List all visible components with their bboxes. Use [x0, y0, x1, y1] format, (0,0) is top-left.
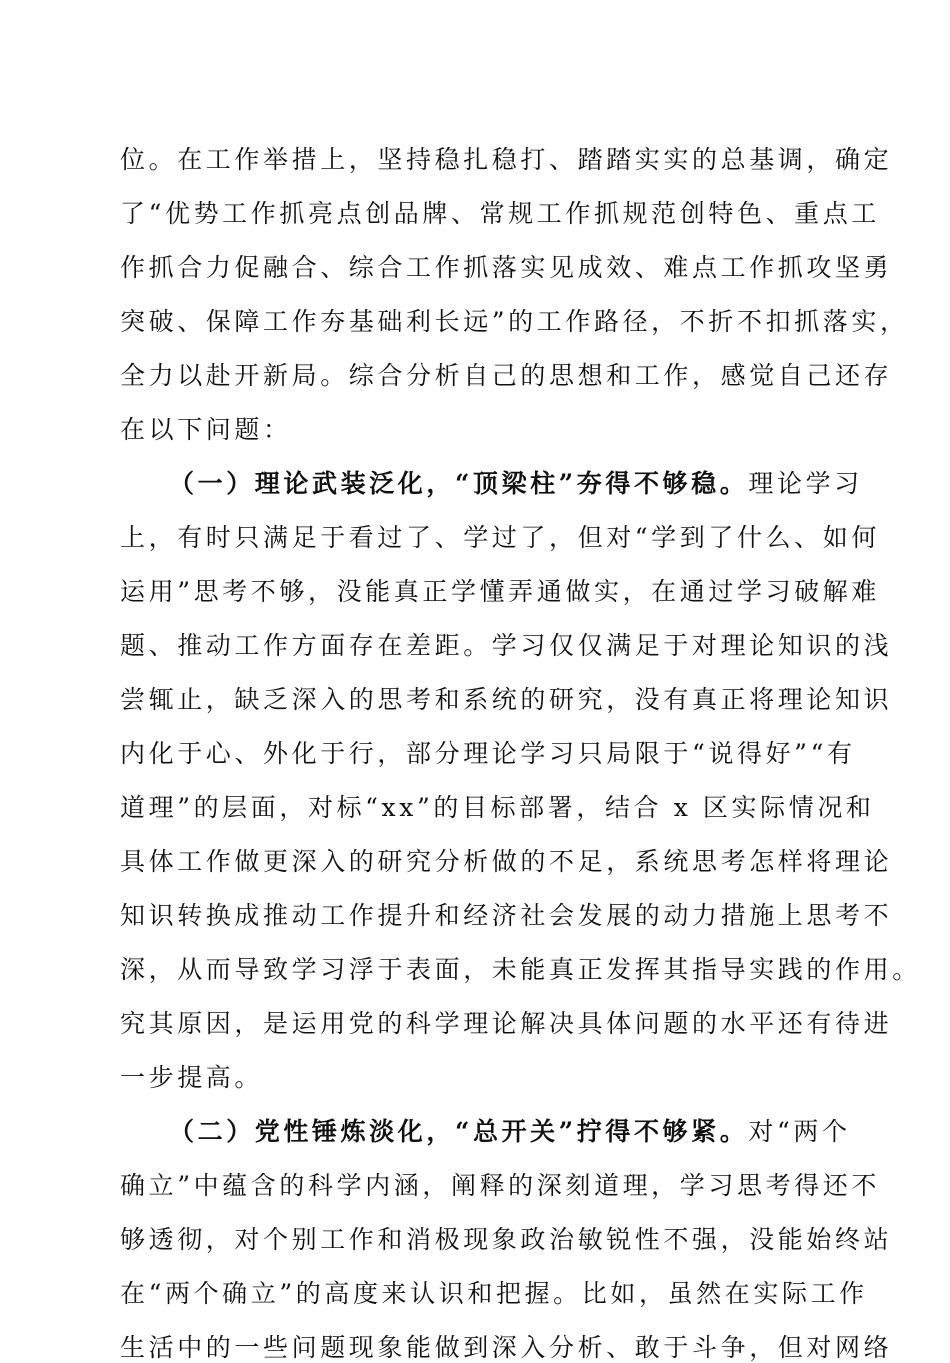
section-1-line-12: 一步提高。 [120, 1063, 264, 1092]
section-1-line-9: 知识转换成推动工作提升和经济社会发展的动力措施上思考不 [120, 901, 893, 930]
section-1-line-7: 道理”的层面，对标“xx”的目标部署，结合 x 区实际情况和 [120, 793, 875, 822]
section-2-line-5: 生活中的一些问题现象能做到深入分析、敢于斗争，但对网络 [120, 1333, 893, 1362]
section-2-line-3: 够透彻，对个别工作和消极现象政治敏锐性不强，没能始终站 [120, 1225, 893, 1254]
section-1-line-2: 上，有时只满足于看过了、学过了，但对“学到了什么、如何 [120, 523, 880, 552]
paragraph-1-line-2: 了“优势工作抓亮点创品牌、常规工作抓规范创特色、重点工 [120, 199, 880, 228]
section-1-line-4: 题、推动工作方面存在差距。学习仅仅满足于对理论知识的浅 [120, 631, 893, 660]
section-2-line-2: 确立”中蕴含的科学内涵，阐释的深刻道理，学习思考得还不 [120, 1171, 880, 1200]
section-1-line-11: 究其原因，是运用党的科学理论解决具体问题的水平还有待进 [120, 1009, 893, 1038]
section-1-first-line [169, 469, 863, 499]
section-1-line-6: 内化于心、外化于行，部分理论学习只局限于“说得好”“有 [120, 739, 856, 768]
section-1-line-10: 深，从而导致学习浮于表面，未能真正发挥其指导实践的作用。 [120, 955, 921, 984]
section-2-heading: （二）党性锤炼淡化，“总开关”拧得不够紧。 [169, 1117, 749, 1146]
section-1-line-3: 运用”思考不够，没能真正学懂弄通做实，在通过学习破解难 [120, 577, 880, 606]
section-1-line-8: 具体工作做更深入的研究分析做的不足，系统思考怎样将理论 [120, 847, 893, 876]
section-1-heading: （一）理论武装泛化，“顶梁柱”夯得不够稳。 [169, 469, 749, 498]
paragraph-1-line-4: 突破、保障工作夯基础利长远”的工作路径，不折不扣抓落实， [120, 307, 909, 336]
paragraph-1-line-6: 在以下问题： [120, 415, 292, 444]
section-2-first-line-text: 对“两个 [748, 1117, 851, 1146]
section-2-line-4: 在“两个确立”的高度来认识和把握。比如，虽然在实际工作 [120, 1279, 868, 1308]
section-2-first-line [169, 1117, 851, 1147]
section-1-first-line-text: 理论学习 [748, 469, 863, 498]
paragraph-1-line-5: 全力以赴开新局。综合分析自己的思想和工作，感觉自己还存 [120, 361, 893, 390]
section-1-line-5: 尝辄止，缺乏深入的思考和系统的研究，没有真正将理论知识 [120, 685, 893, 714]
paragraph-1-line-1: 位。在工作举措上，坚持稳扎稳打、踏踏实实的总基调，确定 [120, 145, 893, 174]
paragraph-1-line-3: 作抓合力促融合、综合工作抓落实见成效、难点工作抓攻坚勇 [120, 253, 893, 282]
